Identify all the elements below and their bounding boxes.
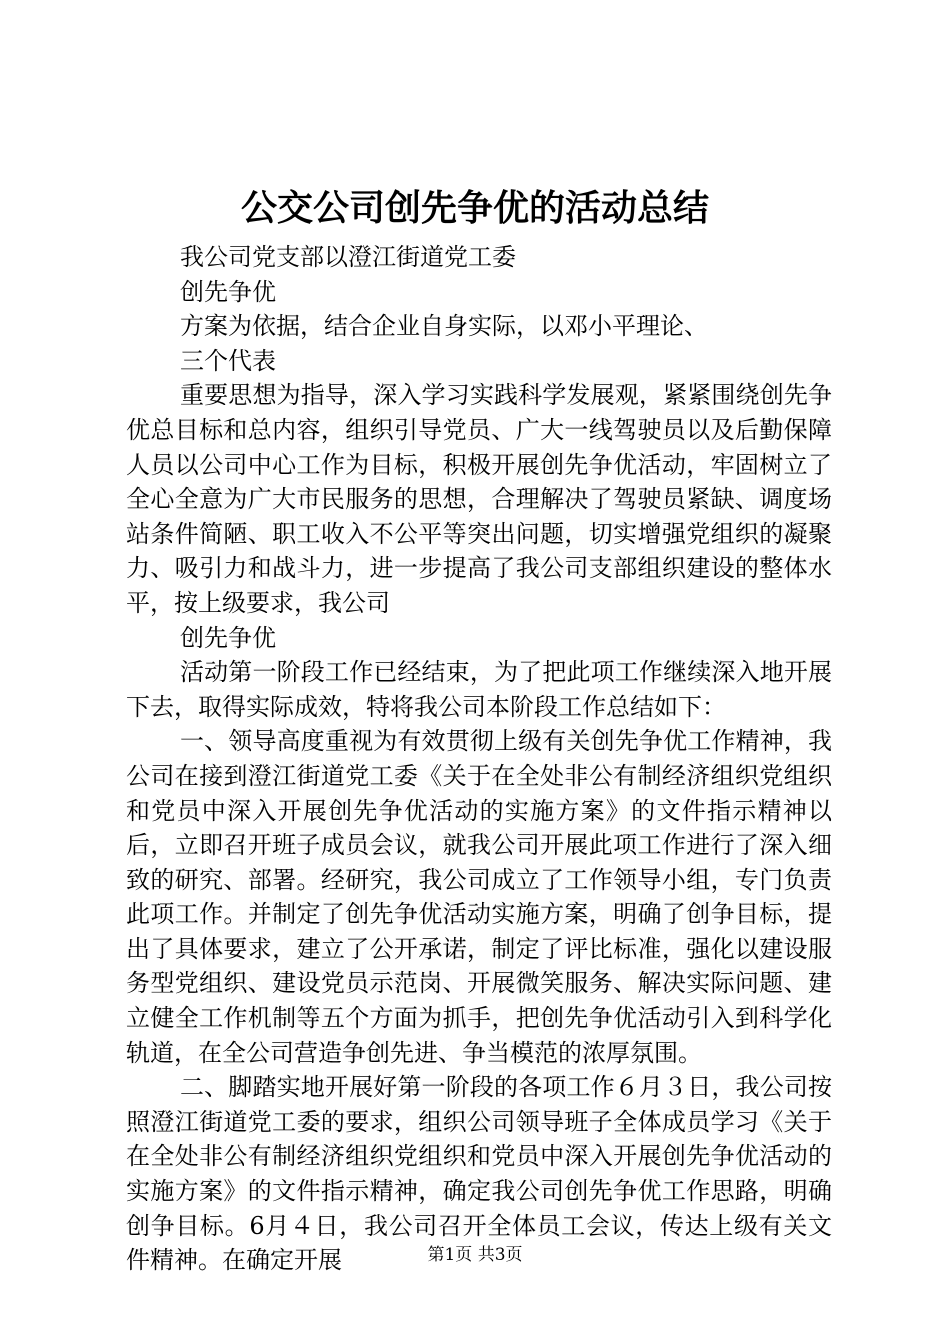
paragraph: 创先争优 bbox=[180, 623, 276, 652]
document-title: 公交公司创先争优的活动总结 bbox=[240, 187, 709, 229]
paragraph: 方案为依据，结合企业自身实际，以邓小平理论、 bbox=[180, 312, 708, 341]
page-footer: 第1页 共3页 bbox=[427, 1245, 523, 1265]
document-body bbox=[126, 240, 832, 1278]
paragraph: 创先争优 bbox=[180, 277, 276, 306]
paragraph: 我公司党支部以澄江街道党工委 bbox=[180, 243, 516, 271]
paragraph: 三个代表 bbox=[180, 346, 276, 375]
paragraph: 活动第一阶段工作已经结束，为了把此项工作继续深入地开展下去，取得实际成效，特将我公司本阶段工作总结如下： bbox=[126, 658, 832, 721]
paragraph: 重要思想为指导，深入学习实践科学发展观，紧紧围绕创先争优总目标和总内容，组织引导党员、广大一线驾驶员以及后勤保障人员以公司中心工作为目标，积极开展创先争优活动，牢固树立了全心全意为广大市民服务的思想，合理解决了驾驶员紧缺、调度场站条件简陋、职工收入不公平等突出问题，切实增强党组织的凝聚力、吸引力和战斗力，进一步提高了我公司支部组织建设的整体水平，按上级要求，我公司 bbox=[126, 381, 832, 617]
paragraph: 一、领导高度重视为有效贯彻上级有关创先争优工作精神，我公司在接到澄江街道党工委《关于在全处非公有制经济组织党组织和党员中深入开展创先争优活动的实施方案》的文件指示精神以后，立即召开班子成员会议，就我公司开展此项工作进行了深入细致的研究、部署。经研究，我公司成立了工作领导小组，专门负责此项工作。并制定了创先争优活动实施方案，明确了创争目标，提出了具体要求，建立了公开承诺，制定了评比标准，强化以建设服务型党组织、建设党员示范岗、开展微笑服务、解决实际问题、建立健全工作机制等五个方面为抓手，把创先争优活动引入到科学化轨道，在全公司营造争创先进、争当模范的浓厚氛围。 bbox=[126, 727, 832, 1067]
paragraph: 二、脚踏实地开展好第一阶段的各项工作６月３日，我公司按照澄江街道党工委的要求，组织公司领导班子全体成员学习《关于在全处非公有制经济组织党组织和党员中深入开展创先争优活动的实施方案》的文件指示精神，确定我公司创先争优工作思路，明确创争目标。6月４日，我公司召开全体员工会议，传达上级有关文件精神。在确定开展 bbox=[126, 1073, 832, 1275]
